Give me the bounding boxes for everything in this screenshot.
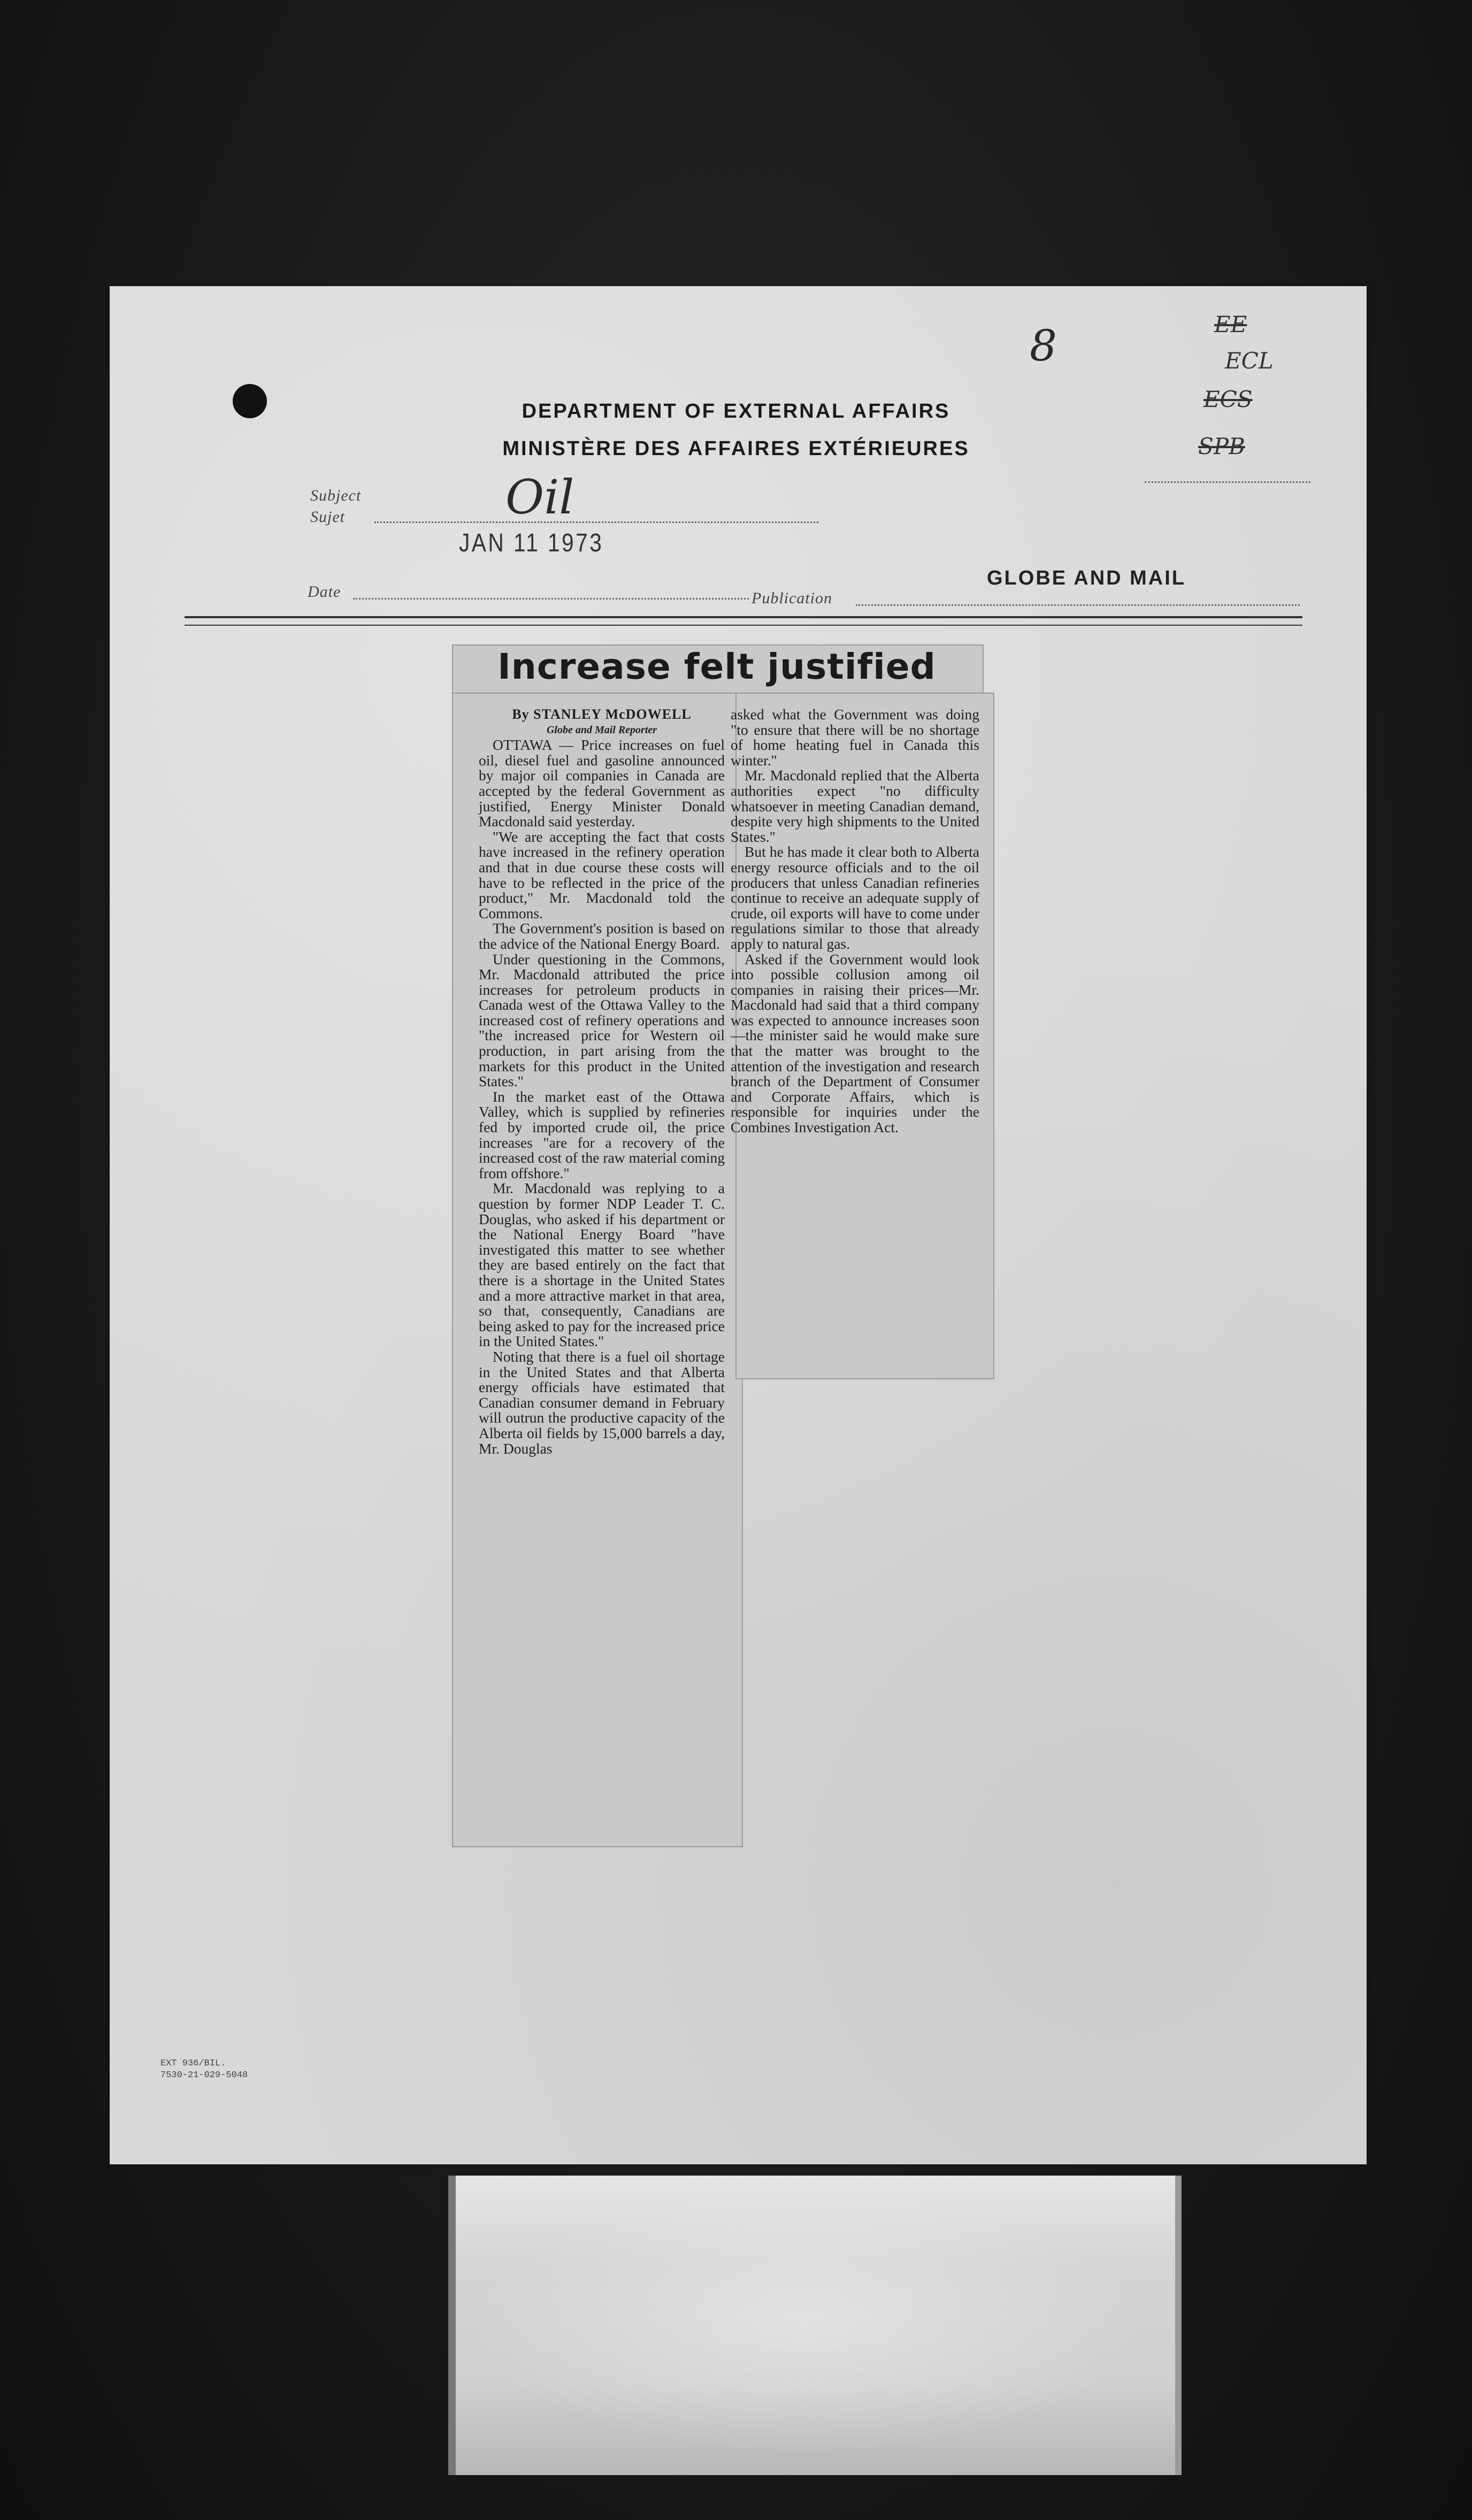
paragraph: Under questioning in the Commons, Mr. Macdonald attributed the price increases for petroleum products in Canada west of the Ottawa Valley to the increased cost of refinery operations and "the increased price for Western oil production, in part arising from the markets for this product in the United States."	[479, 950, 725, 1090]
date-dotline	[353, 598, 749, 600]
subject-value: Oil	[505, 470, 574, 525]
folder-tab-highlight	[460, 2187, 1150, 2455]
article-left-column	[479, 707, 725, 1456]
paragraph: In the market east of the Ottawa Valley, which is supplied by refineries fed by imported crude oil, the price increases "are for a recovery of the increased cost of the raw material coming from offshore."	[479, 1088, 725, 1181]
publication-dotline	[856, 604, 1300, 606]
letterhead-french: MINISTÈRE DES AFFAIRES EXTÉRIEURES	[502, 437, 970, 460]
article-headline: Increase felt justified	[497, 646, 936, 687]
subject-label: Subject	[310, 487, 362, 504]
letterhead-english: DEPARTMENT OF EXTERNAL AFFAIRS	[522, 400, 950, 422]
initials-ecs: ECS	[1203, 386, 1253, 412]
subject-dotline	[374, 521, 818, 523]
paragraph: OTTAWA — Price increases on fuel oil, diesel fuel and gasoline announced by major oil companies in Canada are accepted by the federal Government as justified, Energy Minister Donald Macdonald said yesterday.	[479, 736, 725, 830]
paragraph: asked what the Government was doing "to ensure that there will be no shortage of home heating fuel in Canada this winter."	[731, 706, 979, 769]
article-right-column	[731, 707, 979, 1135]
initials-spb: SPB	[1198, 433, 1245, 459]
paragraph: But he has made it clear both to Alberta energy resource officials and to the oil producers that unless Canadian refineries continue to receive an adequate supply of crude, oil exports will have to come under regulations similar to those that already apply to natural gas.	[731, 843, 979, 952]
form-code	[160, 2058, 248, 2081]
initials-ecl: ECL	[1225, 348, 1274, 374]
paragraph: Mr. Macdonald replied that the Alberta authorities expect "no difficulty whatsoever in meeting Canadian demand, despite very high shipments to the United States."	[731, 767, 979, 845]
article-byline: By STANLEY McDOWELL	[512, 706, 692, 722]
date-label: Date	[308, 583, 341, 601]
paragraph: "We are accepting the fact that costs have increased in the refinery operation and that in due course these costs will have to be reflected in the price of the product," Mr. Macdonald told the Commons.	[479, 828, 725, 921]
handwritten-mark: 8	[1030, 321, 1057, 371]
article-byline-role: Globe and Mail Reporter	[546, 724, 657, 736]
header-rule-1	[185, 616, 1302, 618]
annotation-dotline	[1145, 481, 1310, 483]
initials-struck: EE	[1214, 311, 1247, 337]
publication-label: Publication	[752, 589, 832, 607]
paragraph: The Government's position is based on the advice of the National Energy Board.	[479, 920, 725, 952]
form-code-line: 7530-21-029-5048	[160, 2070, 248, 2080]
form-code-line: EXT 936/BIL.	[160, 2058, 226, 2069]
paragraph: Asked if the Government would look into possible collusion among oil companies in raising their prices—Mr. Macdonald had said that a third company was expected to announce increases soon—the minister said he would make sure that the matter was brought to the attention of the investigation and research branch of the Department of Consumer and Corporate Affairs, which is responsible for inquiries under the Combines Investigation Act.	[731, 950, 979, 1136]
publication-value: GLOBE AND MAIL	[987, 567, 1186, 589]
date-stamp: JAN 11 1973	[459, 529, 604, 557]
header-rule-2	[185, 625, 1302, 626]
sujet-label: Sujet	[310, 508, 345, 526]
paragraph: Noting that there is a fuel oil shortage in the United States and that Alberta energy officials have estimated that Canadian consumer demand in February will outrun the productive capacity of the Alberta oil fields by 15,000 barrels a day, Mr. Douglas	[479, 1348, 725, 1457]
paragraph: Mr. Macdonald was replying to a question by former NDP Leader T. C. Douglas, who asked if his department or the National Energy Board "have investigated this matter to see whether they are based entirely on the fact that there is a shortage in the United States and a more attractive market in that area, so that, consequently, Canadians are being asked to pay for the increased price in the United States."	[479, 1180, 725, 1350]
